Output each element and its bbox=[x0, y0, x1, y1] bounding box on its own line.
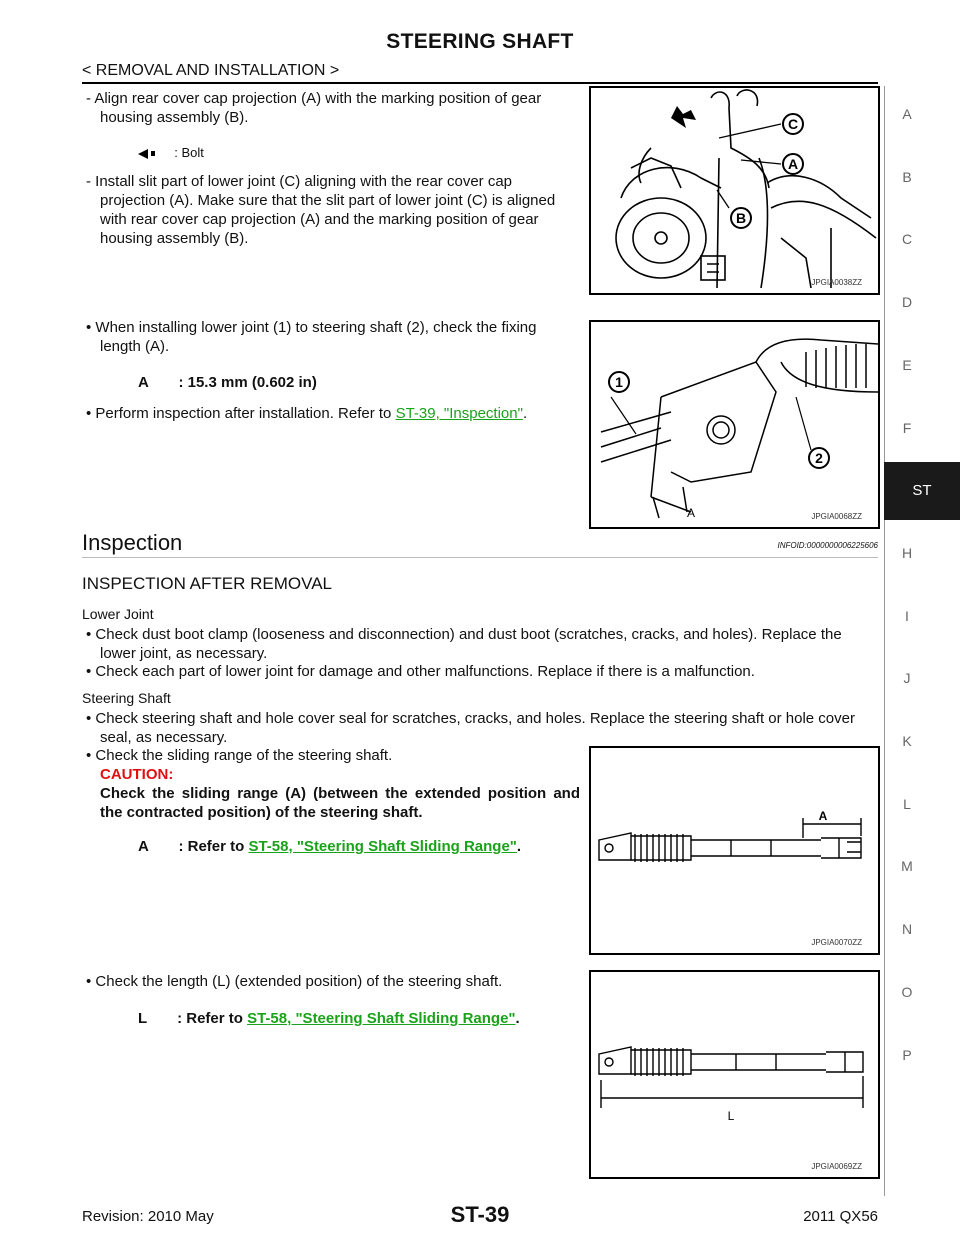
callout-label-l: L bbox=[727, 1109, 735, 1123]
side-index-letter-l[interactable]: L bbox=[903, 795, 911, 812]
side-index-divider bbox=[884, 86, 885, 1196]
caution-text: Check the sliding range (A) (between the extended position and the contracted position) of the steering shaft. bbox=[100, 785, 580, 821]
page-number: ST-39 bbox=[450, 1202, 510, 1227]
figure-code: JPGIA0070ZZ bbox=[811, 938, 862, 947]
figure-sliding-range-callouts bbox=[819, 809, 828, 823]
arrow-left-icon bbox=[138, 149, 148, 159]
figure-gear-housing-drawing bbox=[591, 88, 878, 293]
side-index-letter-o[interactable]: O bbox=[901, 983, 913, 1000]
side-index-letter-a[interactable]: A bbox=[902, 106, 912, 122]
lower-joint-title: Lower Joint bbox=[82, 606, 154, 622]
figure-shaft-length bbox=[589, 970, 880, 1179]
figure-lower-joint-drawing bbox=[591, 322, 878, 527]
side-index-letter-i[interactable]: I bbox=[905, 607, 909, 624]
subheading-after-removal: INSPECTION AFTER REMOVAL bbox=[82, 574, 333, 593]
figure-code: JPGIA0068ZZ bbox=[811, 512, 862, 521]
section-rule bbox=[82, 557, 878, 558]
spec-l-length: L : Refer to ST-58, "Steering Shaft Sliding Range". bbox=[138, 1010, 520, 1027]
figure-lower-joint bbox=[589, 320, 880, 529]
step-install-slit: - Install slit part of lower joint (C) aligning with the rear cover cap projection (A). Make sure that the slit part of lower joint (C) is aligned with rear cover cap projection (A) and the marking position of gear housing assembly (B). bbox=[86, 173, 556, 247]
figure-code: JPGIA0069ZZ bbox=[811, 1162, 862, 1171]
figure-shaft-length-callouts bbox=[728, 1109, 735, 1123]
callout-label-a: A bbox=[818, 809, 828, 823]
side-index-letter-h[interactable]: H bbox=[901, 544, 913, 561]
steering-shaft-check-length: • Check the length (L) (extended position) of the steering shaft. bbox=[86, 973, 503, 990]
header-rule bbox=[82, 82, 878, 84]
step-align-projection: - Align rear cover cap projection (A) with the marking position of gear housing assembly (B). bbox=[86, 90, 542, 126]
figure-lower-joint-callouts bbox=[609, 372, 829, 520]
steering-shaft-check-seal: • Check steering shaft and hole cover seal for scratches, cracks, and holes. Replace the steering shaft or hole cover seal, as necessary. bbox=[86, 710, 855, 746]
side-index-letter-d[interactable]: D bbox=[901, 294, 913, 311]
side-index-letter-m[interactable]: M bbox=[901, 858, 913, 875]
page-title: STEERING SHAFT bbox=[386, 30, 574, 53]
sliding-range-link-2[interactable]: ST-58, "Steering Shaft Sliding Range" bbox=[247, 1010, 516, 1027]
bullet-fixing-length: • When installing lower joint (1) to steering shaft (2), check the fixing length (A). bbox=[86, 319, 537, 355]
figure-sliding-range-drawing bbox=[591, 748, 878, 953]
callout-label-a: A bbox=[787, 156, 799, 172]
side-index-letter-b[interactable]: B bbox=[902, 168, 912, 185]
side-index-tab-st[interactable]: ST bbox=[884, 462, 960, 520]
spec-a-sliding-range: A : Refer to ST-58, "Steering Shaft Sliding Range". bbox=[138, 838, 522, 855]
side-index-letter-k[interactable]: K bbox=[902, 733, 912, 749]
sliding-range-link[interactable]: ST-58, "Steering Shaft Sliding Range" bbox=[248, 838, 517, 855]
caution-label: CAUTION: bbox=[100, 766, 174, 783]
side-index-letter-j[interactable]: J bbox=[903, 670, 911, 687]
side-index-letter-p[interactable]: P bbox=[902, 1046, 912, 1063]
footer-revision: Revision: 2010 May bbox=[82, 1208, 214, 1225]
breadcrumb: < REMOVAL AND INSTALLATION > bbox=[82, 62, 340, 79]
bullet-inspection-ref: • Perform inspection after installation. Refer to ST-39, "Inspection". bbox=[86, 405, 528, 422]
side-index-letter-e[interactable]: E bbox=[902, 356, 912, 373]
steering-shaft-check-sliding: • Check the sliding range of the steering shaft. bbox=[86, 747, 393, 764]
steering-shaft-title: Steering Shaft bbox=[82, 690, 171, 706]
callout-label-b: B bbox=[735, 210, 747, 226]
side-index-letter-f[interactable]: F bbox=[902, 419, 912, 436]
bolt-legend: : Bolt bbox=[138, 145, 204, 160]
callout-label-a: A bbox=[686, 506, 696, 520]
figure-gear-housing bbox=[589, 86, 880, 295]
callout-label-c: C bbox=[787, 116, 799, 132]
figure-shaft-length-drawing bbox=[591, 972, 878, 1177]
info-id: INFOID:0000000006225606 bbox=[777, 541, 878, 550]
section-heading-inspection: Inspection bbox=[82, 530, 183, 555]
callout-label-2: 2 bbox=[815, 450, 823, 466]
inspection-link[interactable]: ST-39, "Inspection" bbox=[395, 405, 523, 422]
callout-label-1: 1 bbox=[615, 374, 623, 390]
side-index-letter-c[interactable]: C bbox=[901, 231, 913, 248]
figure-code: JPGIA0038ZZ bbox=[811, 278, 862, 287]
lower-joint-check-boot: • Check dust boot clamp (looseness and disconnection) and dust boot (scratches, cracks, and holes). Replace the lower joint, as necessary. bbox=[86, 626, 842, 662]
figure-sliding-range bbox=[589, 746, 880, 955]
footer-model: 2011 QX56 bbox=[803, 1208, 878, 1225]
side-index-letter-n[interactable]: N bbox=[901, 921, 913, 938]
lower-joint-check-damage: • Check each part of lower joint for damage and other malfunctions. Replace if there is a malfunction. bbox=[86, 663, 755, 680]
spec-a-fixing-length: A : 15.3 mm (0.602 in) bbox=[138, 374, 317, 391]
